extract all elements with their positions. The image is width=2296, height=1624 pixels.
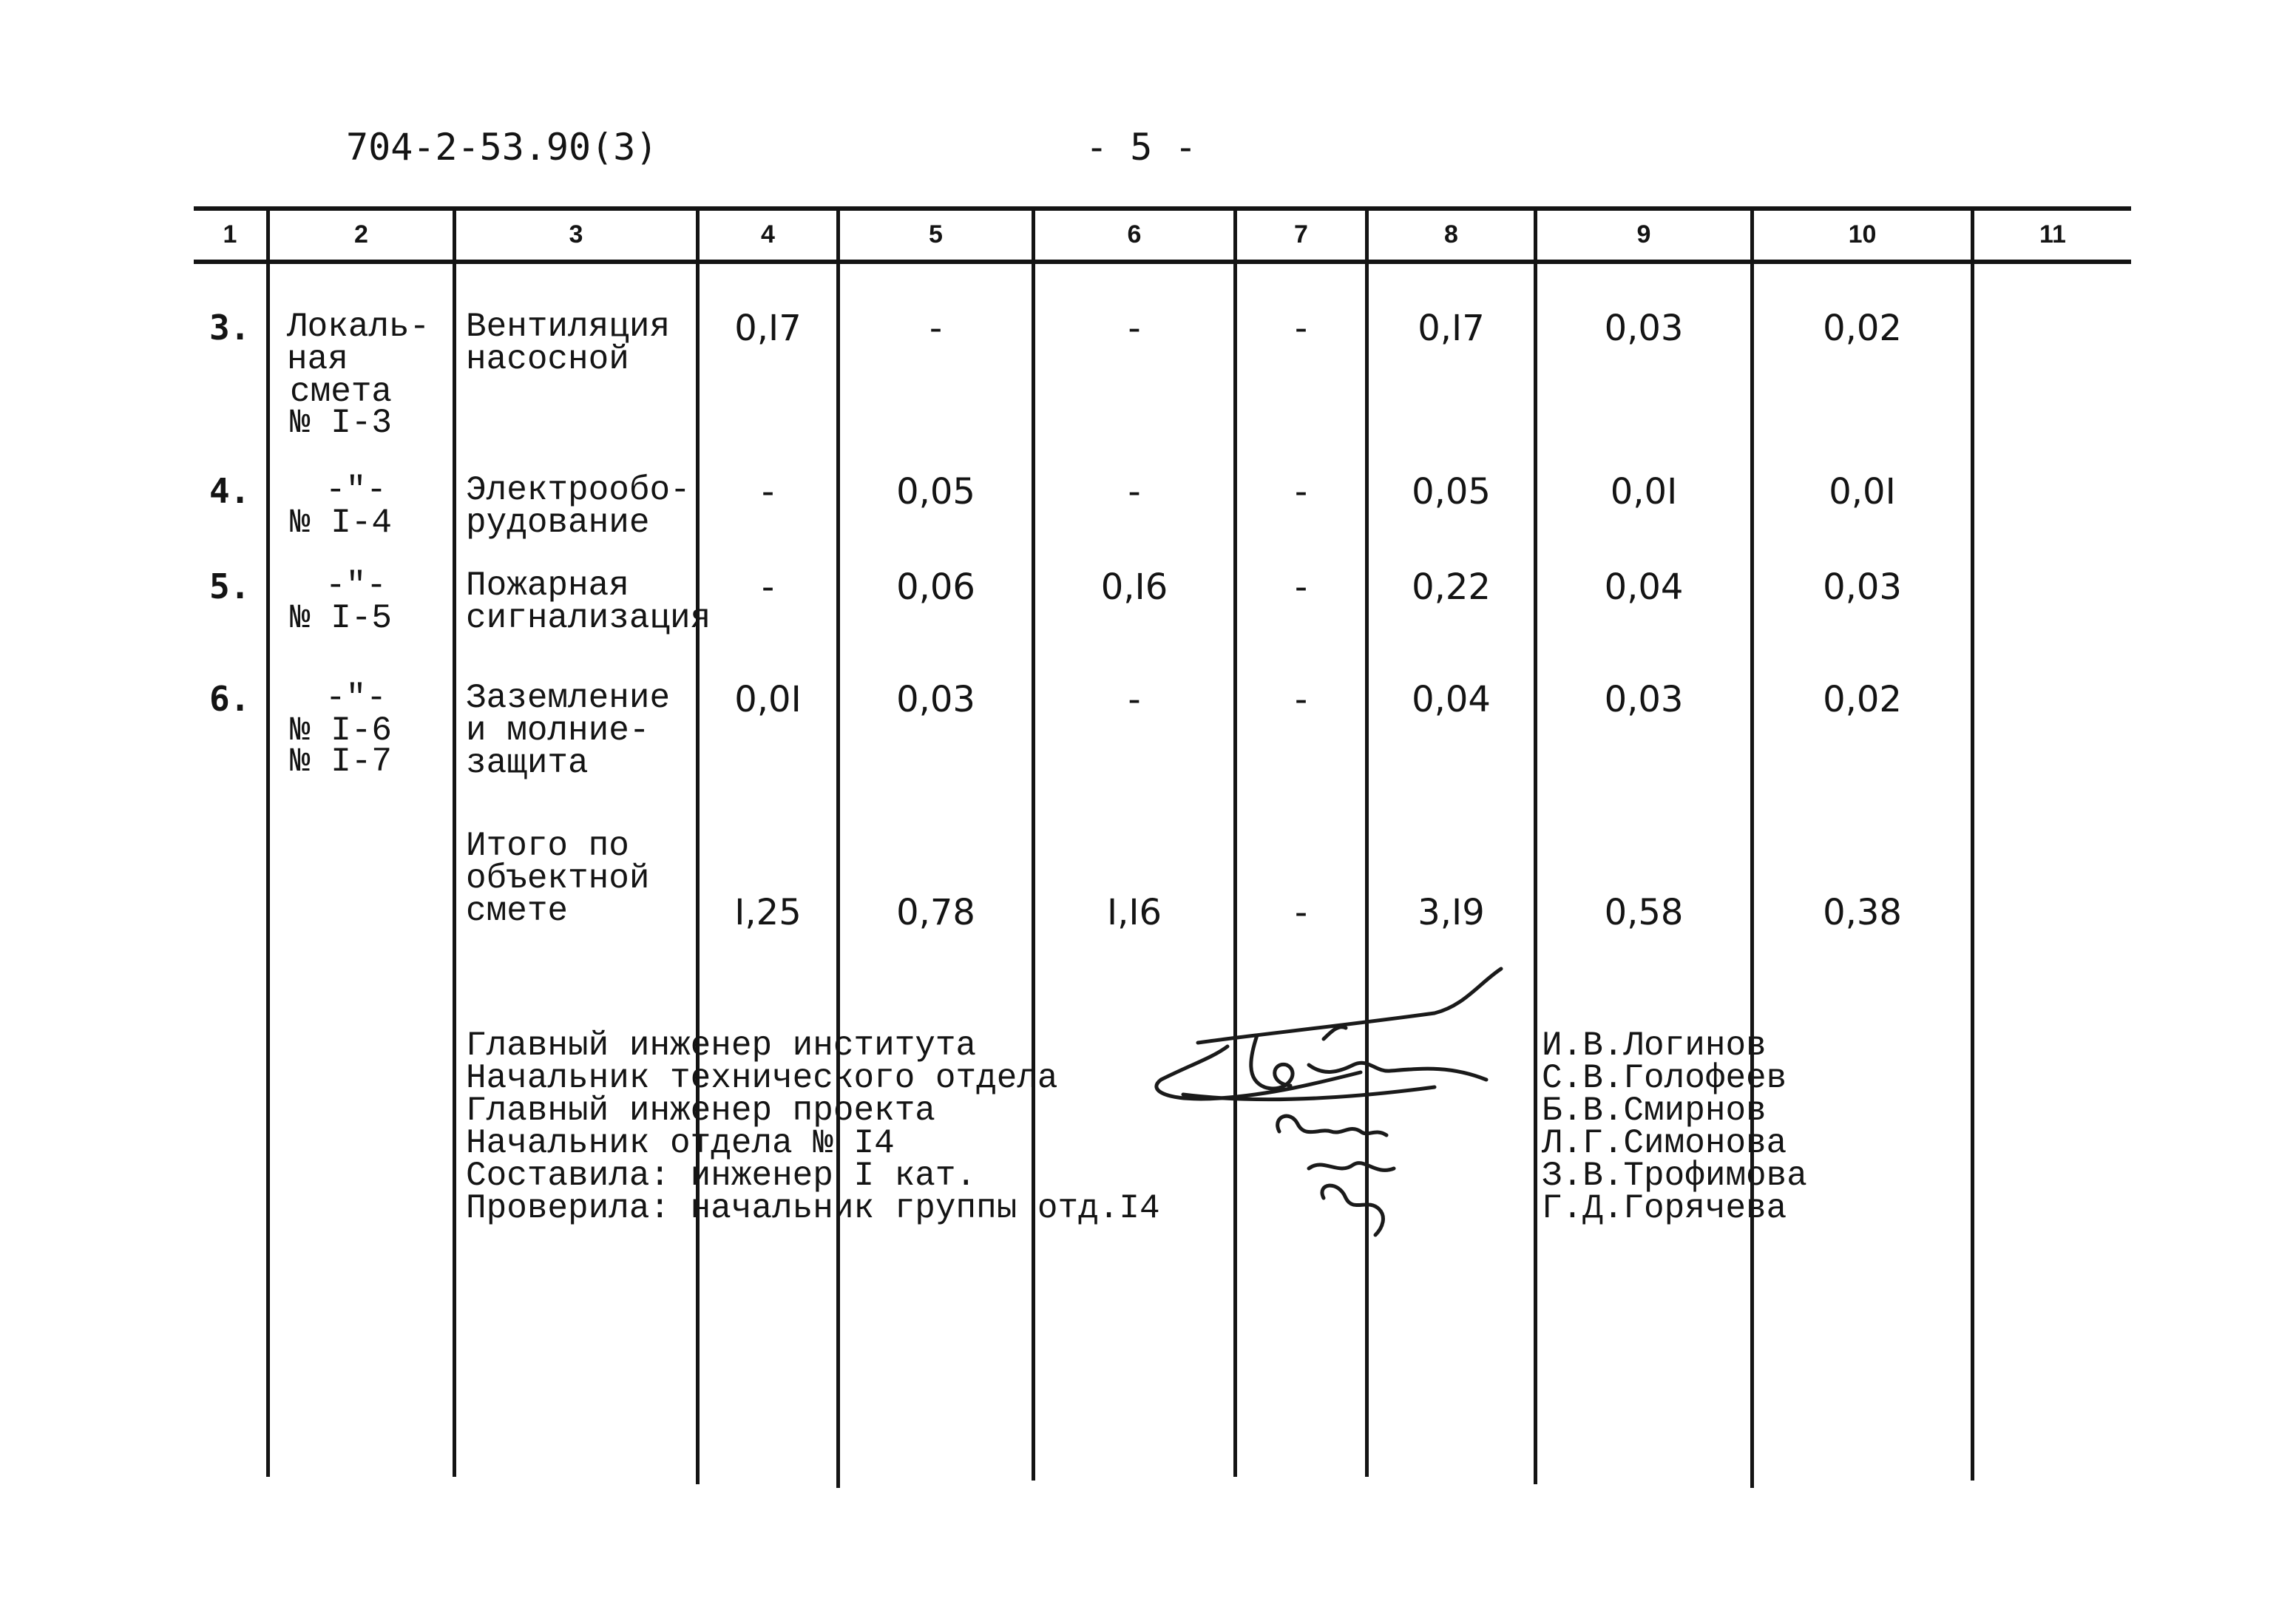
cell-col7: - <box>1294 566 1308 608</box>
work-name-line: Вентиляция <box>466 308 671 346</box>
signer-position: Главный инженер института <box>466 1026 977 1065</box>
column-divider <box>1365 209 1369 1477</box>
cell-col8: 0,22 <box>1412 566 1491 608</box>
work-name-line: защита <box>466 744 589 782</box>
table-header-rule <box>194 260 2131 264</box>
cell-col7: - <box>1294 679 1308 720</box>
column-divider <box>1233 209 1237 1477</box>
basis-line: Локаль- <box>287 308 430 346</box>
signer-position: Составила: инженер I кат. <box>466 1157 977 1195</box>
column-divider <box>1750 209 1754 1488</box>
cell-col8: 0,05 <box>1412 471 1491 512</box>
cell-col4: - <box>761 566 775 608</box>
total-col8: 3,I9 <box>1418 892 1485 933</box>
signer-position: Начальник технического отдела <box>466 1059 1058 1097</box>
column-number: 11 <box>2039 220 2066 248</box>
cell-col6: - <box>1128 679 1141 720</box>
cell-col6: 0,I6 <box>1100 566 1168 608</box>
cell-col6: - <box>1128 308 1141 349</box>
signer-position: Начальник отдела № I4 <box>466 1124 895 1163</box>
total-label-line: объектной <box>466 859 650 898</box>
basis-line: № I-3 <box>290 404 393 442</box>
basis-line: № I-6 <box>290 711 393 750</box>
cell-col5: - <box>929 308 943 349</box>
total-col9: 0,58 <box>1604 892 1684 933</box>
column-divider <box>453 209 456 1477</box>
total-col5: 0,78 <box>896 892 975 933</box>
page-number: - 5 - <box>1086 126 1197 169</box>
document-code: 704-2-53.90(3) <box>346 126 658 169</box>
column-number: 9 <box>1636 220 1651 248</box>
row-number: 6. <box>209 679 251 719</box>
signer-position: Главный инженер проекта <box>466 1092 935 1130</box>
column-number: 7 <box>1294 220 1308 248</box>
cell-col7: - <box>1294 308 1308 349</box>
work-name-line: и молние- <box>466 711 650 750</box>
total-label-line: Итого по <box>466 827 629 865</box>
handwritten-signatures <box>1139 954 1538 1265</box>
column-divider <box>1971 209 1974 1481</box>
basis-line: -"- <box>325 566 387 605</box>
column-number: 8 <box>1444 220 1458 248</box>
work-name-line: Электрообо- <box>466 471 691 510</box>
column-number: 10 <box>1848 220 1877 248</box>
cell-col9: 0,04 <box>1604 566 1684 608</box>
work-name-line: рудование <box>466 504 650 542</box>
row-number: 4. <box>209 471 251 511</box>
basis-line: № I-4 <box>290 504 393 542</box>
signer-name: Г.Д.Горячева <box>1542 1189 1787 1228</box>
cell-col4: - <box>761 471 775 512</box>
signer-name: З.В.Трофимова <box>1542 1157 1807 1195</box>
cell-col4: 0,I7 <box>734 308 802 349</box>
column-number: 5 <box>929 220 943 248</box>
column-divider <box>266 209 270 1477</box>
work-name-line: насосной <box>466 340 629 379</box>
total-col4: I,25 <box>734 892 802 933</box>
signer-name: И.В.Логинов <box>1542 1026 1767 1065</box>
basis-line: -"- <box>325 679 387 717</box>
total-col10: 0,38 <box>1823 892 1902 933</box>
cell-col10: 0,02 <box>1823 308 1902 349</box>
column-number: 6 <box>1127 220 1142 248</box>
cell-col8: 0,04 <box>1412 679 1491 720</box>
total-col6: I,I6 <box>1106 892 1162 933</box>
basis-line: смета <box>290 373 393 411</box>
signer-position: Проверила: начальник группы отд.I4 <box>466 1189 1160 1228</box>
total-col7: - <box>1294 892 1308 933</box>
cell-col5: 0,06 <box>896 566 975 608</box>
row-number: 5. <box>209 566 251 606</box>
cell-col8: 0,I7 <box>1418 308 1485 349</box>
column-number: 4 <box>761 220 775 248</box>
column-number: 1 <box>223 220 237 248</box>
cell-col5: 0,05 <box>896 471 975 512</box>
basis-line: № I-7 <box>290 742 393 781</box>
work-name-line: Заземление <box>466 679 671 717</box>
signer-name: С.В.Голофеев <box>1542 1059 1787 1097</box>
cell-col6: - <box>1128 471 1141 512</box>
cell-col9: 0,0I <box>1610 471 1678 512</box>
signer-name: Б.В.Смирнов <box>1542 1092 1767 1130</box>
column-divider <box>836 209 840 1488</box>
column-number: 3 <box>569 220 583 248</box>
cell-col10: 0,03 <box>1823 566 1902 608</box>
basis-line: -"- <box>325 471 387 510</box>
basis-line: № I-5 <box>290 599 393 637</box>
cell-col4: 0,0I <box>734 679 802 720</box>
cell-col7: - <box>1294 471 1308 512</box>
cell-col10: 0,02 <box>1823 679 1902 720</box>
total-label-line: смете <box>466 892 569 930</box>
cell-col9: 0,03 <box>1604 308 1684 349</box>
column-divider <box>1032 209 1035 1481</box>
cell-col9: 0,03 <box>1604 679 1684 720</box>
column-number: 2 <box>354 220 368 248</box>
column-divider <box>696 209 700 1484</box>
row-number: 3. <box>209 308 251 348</box>
cell-col10: 0,0I <box>1829 471 1896 512</box>
work-name-line: Пожарная <box>466 566 629 605</box>
table-top-rule <box>194 206 2131 211</box>
column-divider <box>1534 209 1537 1484</box>
signer-name: Л.Г.Симонова <box>1542 1124 1787 1163</box>
cell-col5: 0,03 <box>896 679 975 720</box>
basis-line: ная <box>287 340 348 379</box>
work-name-line: сигнализация <box>466 599 711 637</box>
